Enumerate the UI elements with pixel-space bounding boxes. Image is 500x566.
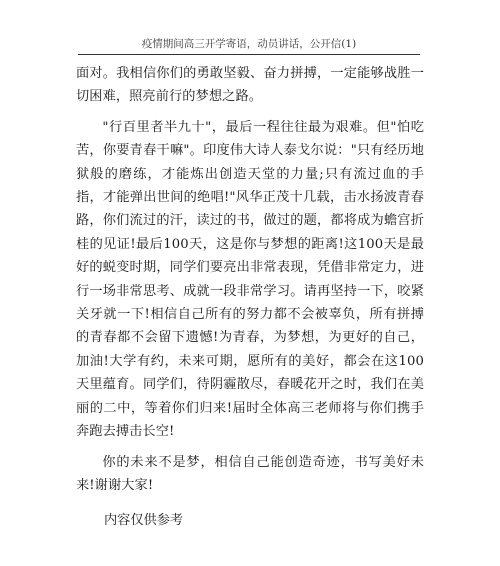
paragraph-2: "行百里者半九十"，最后一程往往最为艰难。但"怕吃苦，你要青春干嘛"。印度伟大诗人泰戈尔说："只有经历地狱般的磨练，才能炼出创造天堂的力量;只有流过血的手指，才能弹出世间的绝唱!"风华正茂十几载，击水扬波青春路，你们流过的汗，读过的书，做过的题，都将成为蟾宫折桂的见证!最后100天，这是你与梦想的距离!这100天是最好的蜕变时期，同学们要亮出非常表现，凭借非常定力，进行一场非常思考、成就一段非常学习。请再坚持一下，咬紧关牙就一下!相信自己所有的努力都不会被辜负，所有拼搏的青春都不会留下遗憾!为青春，为梦想，为更好的自己，加油!大学有约，未来可期，愿所有的美好，都会在这100天里蕴育。同学们，待阴霾散尽，春暖花开之时，我们在美丽的二中，等着你们归来!届时全体高三老师将与你们携手奔跑去搏击长空!	[76, 119, 424, 440]
paragraph-3: 你的未来不是梦，相信自己能创造奇迹，书写美好未来!谢谢大家!	[76, 454, 424, 493]
document-body	[76, 62, 424, 504]
document-title: 疫情期间高三开学寄语，动员讲话，公开信(1)	[141, 38, 357, 50]
paragraph-1: 面对。我相信你们的勇敢坚毅、奋力拼搏，一定能够战胜一切困难，照亮前行的梦想之路。	[76, 66, 424, 105]
disclaimer-note: 内容仅供参考	[104, 513, 184, 528]
page-header	[78, 36, 420, 55]
